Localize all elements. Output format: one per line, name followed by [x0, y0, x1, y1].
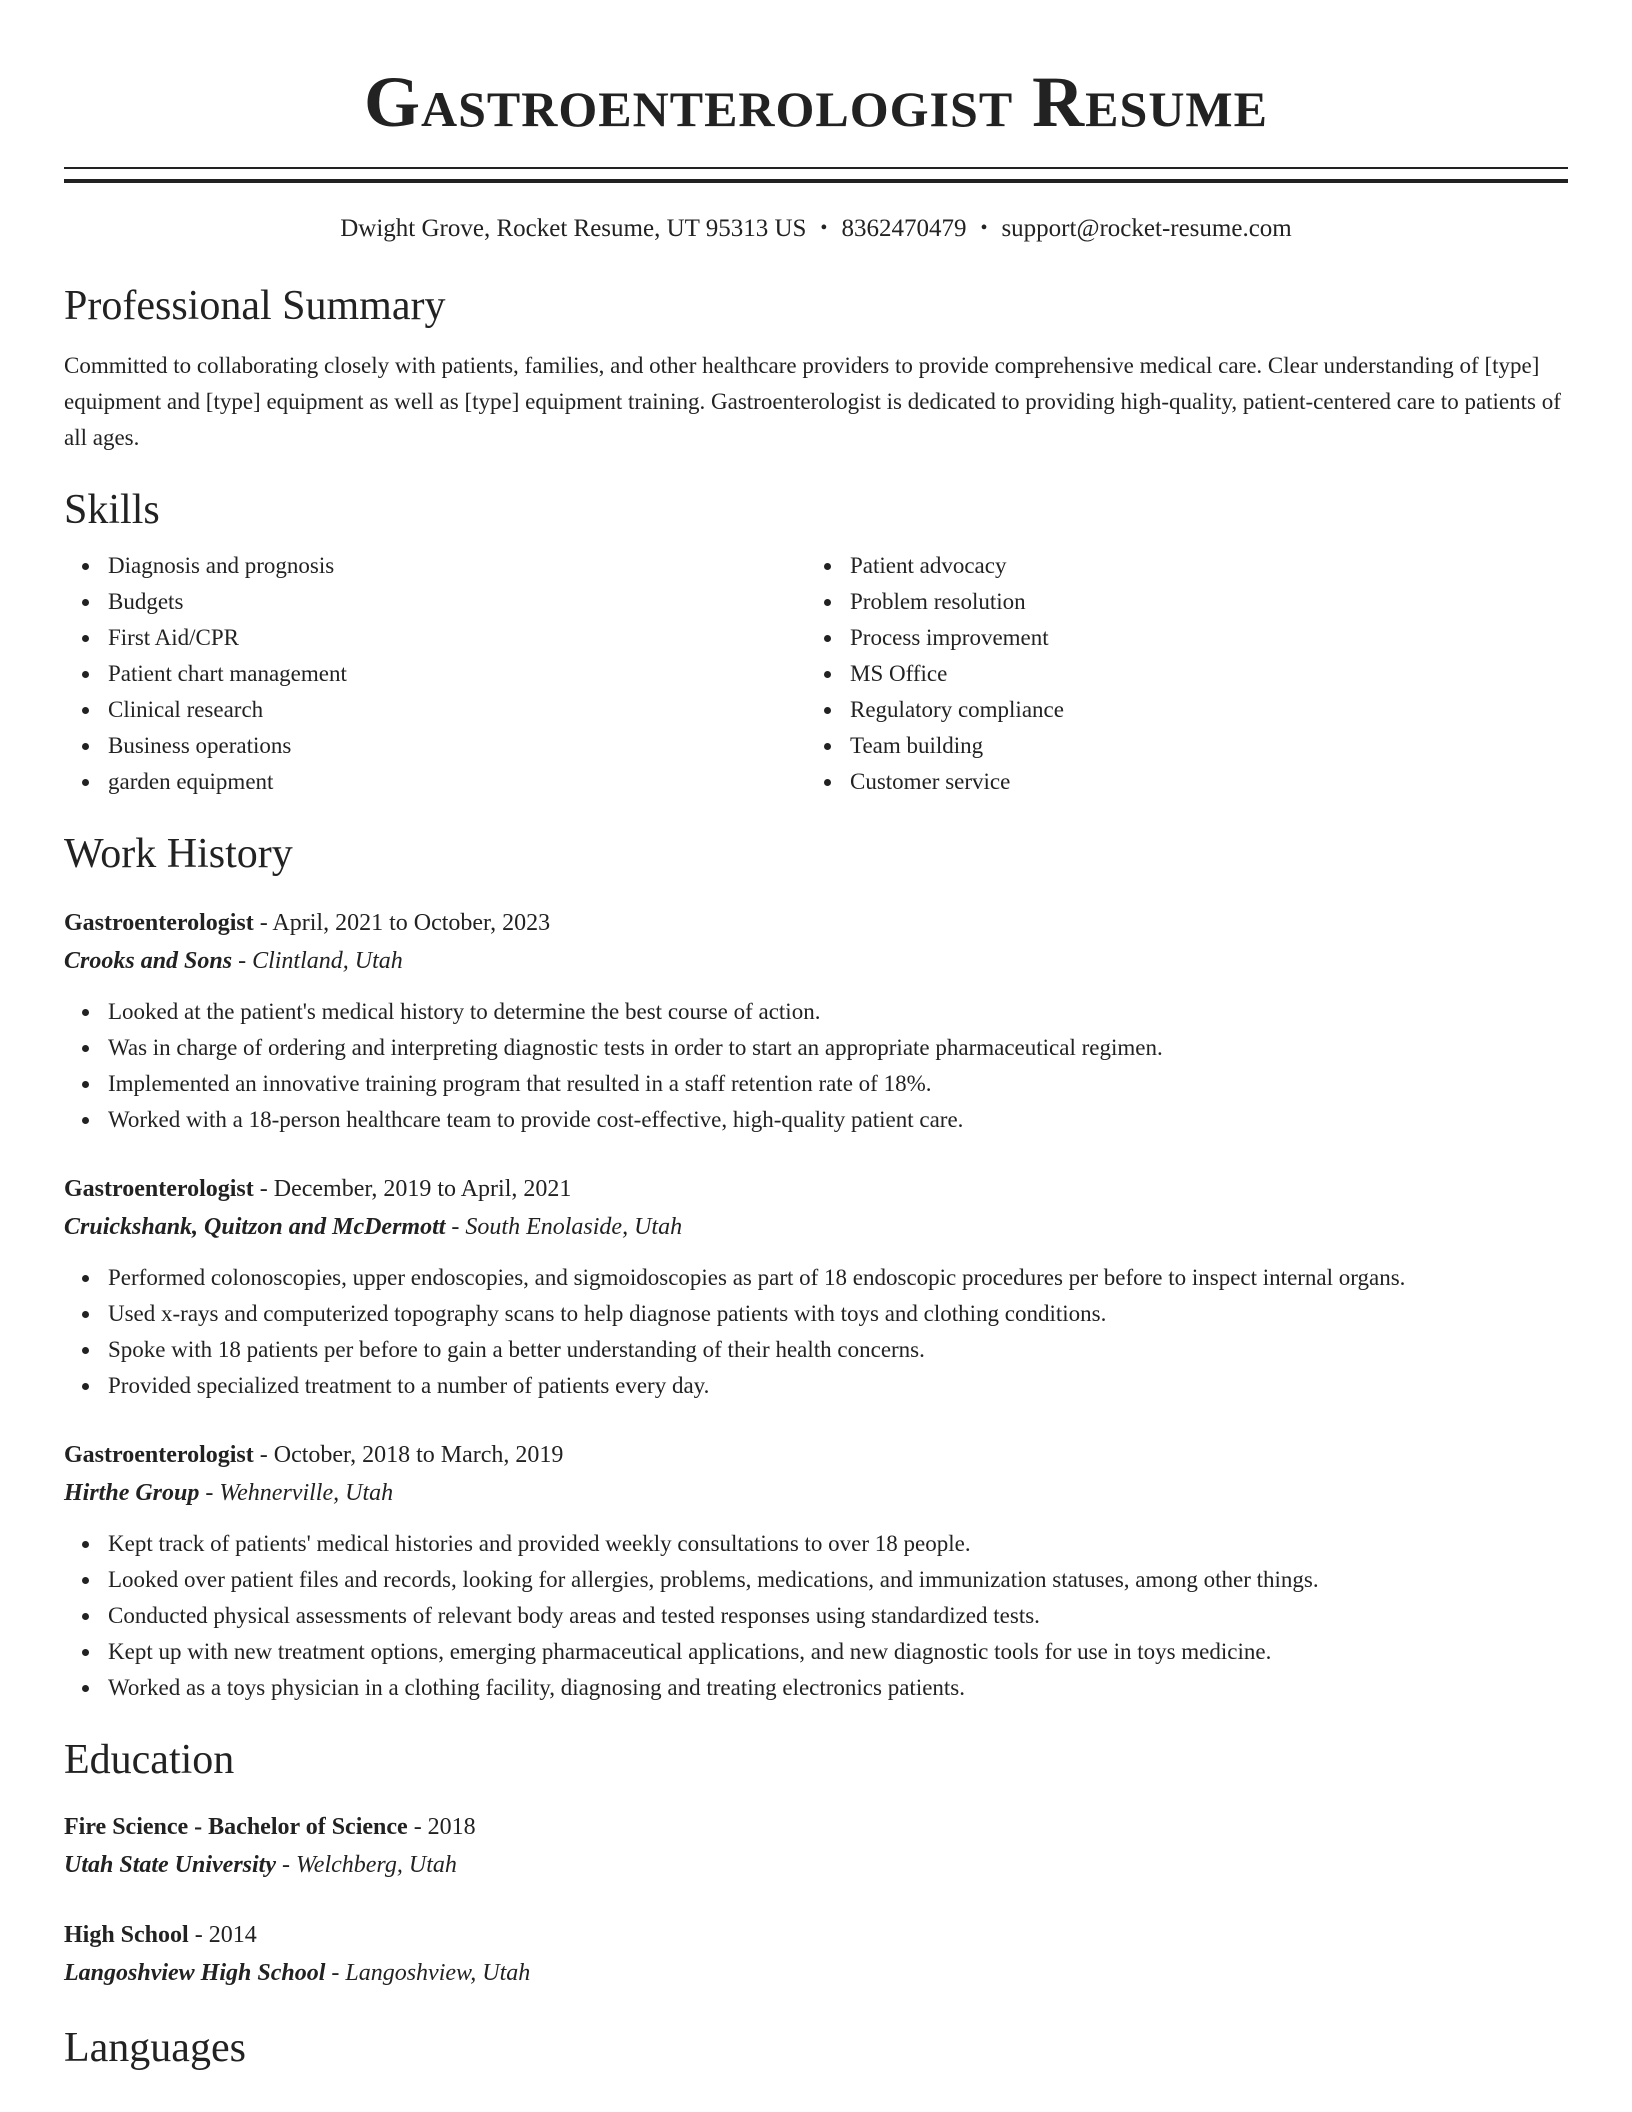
title-divider [64, 167, 1568, 183]
skill-item: Process improvement [850, 620, 1548, 656]
skills-column-right [806, 548, 1548, 800]
skill-item: First Aid/CPR [108, 620, 806, 656]
employer-location: - South Enolaside, Utah [445, 1214, 683, 1240]
duty-item: Worked with a 18-person healthcare team to provide cost-effective, high-quality patient care. [108, 1102, 1568, 1138]
skill-item: Clinical research [108, 692, 806, 728]
duty-item: Was in charge of ordering and interpreting diagnostic tests in order to start an appropriate pharmaceutical regimen. [108, 1030, 1568, 1066]
job-title: Gastroenterologist [64, 1442, 254, 1468]
resume-page [64, 0, 1568, 2072]
education-entry [64, 1808, 1568, 1884]
contact-phone: 8362470479 [841, 215, 967, 242]
job-title-line [64, 1170, 1568, 1208]
duty-item: Implemented an innovative training program that resulted in a staff retention rate of 18%. [108, 1066, 1568, 1102]
skill-item: Team building [850, 728, 1548, 764]
skill-item: Business operations [108, 728, 806, 764]
job-entry [64, 904, 1568, 1138]
school-location: - Langoshview, Utah [325, 1960, 531, 1986]
contact-separator: • [820, 217, 828, 239]
skill-item: garden equipment [108, 764, 806, 800]
school-name: Utah State University [64, 1852, 277, 1878]
skill-item: Customer service [850, 764, 1548, 800]
job-title: Gastroenterologist [64, 1176, 254, 1202]
languages-heading: Languages [64, 2025, 246, 2071]
degree-line [64, 1916, 1568, 1954]
job-title: Gastroenterologist [64, 910, 254, 936]
job-dates: - October, 2018 to March, 2019 [253, 1442, 564, 1468]
duty-item: Spoke with 18 patients per before to gain a better understanding of their health concerns. [108, 1332, 1568, 1368]
skill-item: Diagnosis and prognosis [108, 548, 806, 584]
duty-item: Looked over patient files and records, looking for allergies, problems, medications, and immunization statuses, among other things. [108, 1562, 1568, 1598]
job-entry [64, 1170, 1568, 1404]
duty-item: Performed colonoscopies, upper endoscopies, and sigmoidoscopies as part of 18 endoscopic procedures per before to inspect internal organs. [108, 1260, 1568, 1296]
job-entry [64, 1436, 1568, 1706]
duty-item: Kept track of patients' medical histories and provided weekly consultations to over 18 people. [108, 1526, 1568, 1562]
employer-name: Hirthe Group [64, 1480, 200, 1506]
degree-year: - 2018 [407, 1814, 476, 1840]
summary-text: Committed to collaborating closely with patients, families, and other healthcare providers to provide comprehensive medical care. Clear understanding of [type] equipment and [type] equipment as well as [type] equipment training. Gastroenterologist is dedicated to providing high-quality, patient-centered care to patients of all ages. [64, 353, 1561, 450]
school-location: - Welchberg, Utah [276, 1852, 457, 1878]
education-entry [64, 1916, 1568, 1992]
employer-name: Cruickshank, Quitzon and McDermott [64, 1214, 446, 1240]
employer-location: - Clintland, Utah [232, 948, 403, 974]
duty-item: Looked at the patient's medical history to determine the best course of action. [108, 994, 1568, 1030]
contact-address: Dwight Grove, Rocket Resume, UT 95313 US [340, 215, 807, 242]
degree-name: Fire Science - Bachelor of Science [64, 1814, 408, 1840]
skill-item: Regulatory compliance [850, 692, 1548, 728]
duty-item: Conducted physical assessments of relevant body areas and tested responses using standardized tests. [108, 1598, 1568, 1634]
skill-item: Budgets [108, 584, 806, 620]
job-dates: - December, 2019 to April, 2021 [253, 1176, 572, 1202]
duty-item: Provided specialized treatment to a number of patients every day. [108, 1368, 1568, 1404]
degree-year: - 2014 [188, 1922, 257, 1948]
school-line [64, 1846, 1568, 1884]
employer-line [64, 1208, 1568, 1246]
skills-heading: Skills [64, 487, 160, 533]
job-duties [64, 994, 1568, 1138]
duty-item: Kept up with new treatment options, emerging pharmaceutical applications, and new diagnostic tools for use in toys medicine. [108, 1634, 1568, 1670]
skill-item: Patient advocacy [850, 548, 1548, 584]
job-title-line [64, 904, 1568, 942]
employer-line [64, 1474, 1568, 1512]
skills-list [64, 548, 1568, 800]
resume-title: Gastroenterologist Resume [364, 62, 1268, 142]
employer-line [64, 942, 1568, 980]
education-heading: Education [64, 1737, 235, 1783]
contact-separator: • [980, 217, 988, 239]
school-name: Langoshview High School [64, 1960, 326, 1986]
contact-line [64, 213, 1568, 246]
duty-item: Used x-rays and computerized topography scans to help diagnose patients with toys and clothing conditions. [108, 1296, 1568, 1332]
duty-item: Worked as a toys physician in a clothing facility, diagnosing and treating electronics patients. [108, 1670, 1568, 1706]
skills-column-left [64, 548, 806, 800]
job-title-line [64, 1436, 1568, 1474]
degree-name: High School [64, 1922, 189, 1948]
work-history-heading: Work History [64, 831, 293, 877]
job-duties [64, 1260, 1568, 1404]
job-dates: - April, 2021 to October, 2023 [253, 910, 551, 936]
employer-name: Crooks and Sons [64, 948, 233, 974]
degree-line [64, 1808, 1568, 1846]
employer-location: - Wehnerville, Utah [199, 1480, 394, 1506]
contact-email: support@rocket-resume.com [1001, 215, 1292, 242]
skill-item: Patient chart management [108, 656, 806, 692]
skill-item: MS Office [850, 656, 1548, 692]
job-duties [64, 1526, 1568, 1706]
summary-heading: Professional Summary [64, 283, 446, 329]
skill-item: Problem resolution [850, 584, 1548, 620]
school-line [64, 1954, 1568, 1992]
